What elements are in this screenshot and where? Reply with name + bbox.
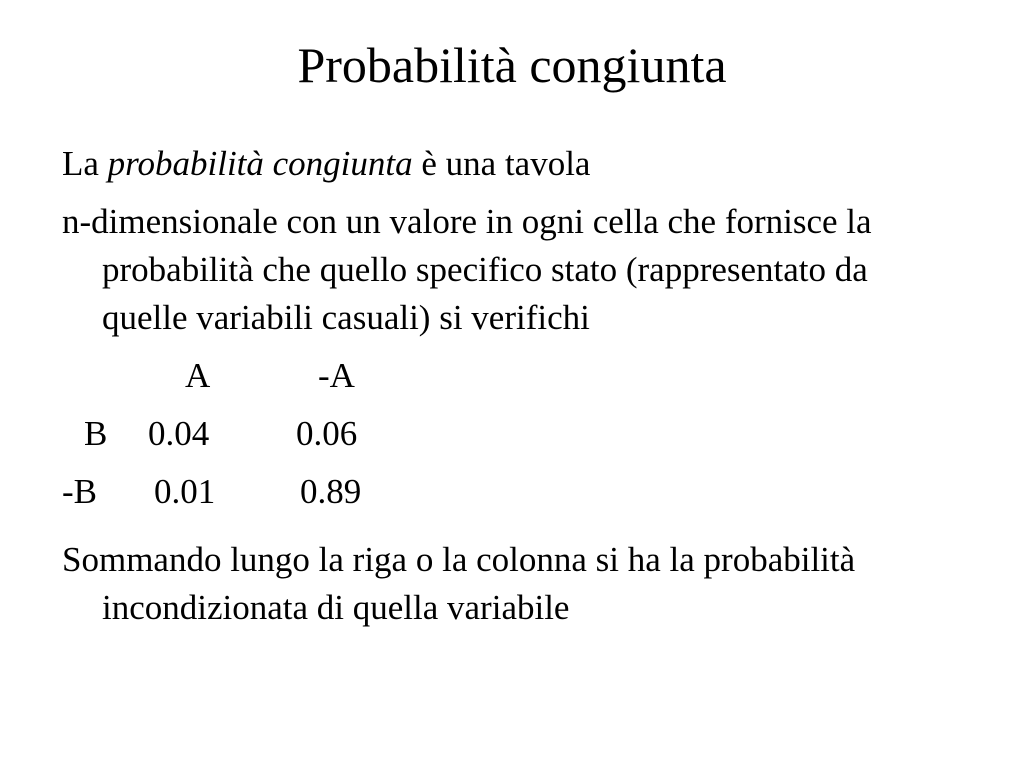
slide-title: Probabilità congiunta: [297, 37, 727, 93]
table-header-not-a: -A: [318, 356, 355, 395]
intro-term: probabilità congiunta: [107, 144, 413, 183]
table-row-label-not-b: -B: [62, 472, 97, 511]
table-header-a: A: [185, 356, 211, 395]
intro-prefix: La: [62, 144, 99, 183]
table-row: [62, 468, 992, 516]
table-cell-b-a: 0.04: [148, 414, 210, 453]
table-cell-not-b-a: 0.01: [154, 472, 216, 511]
summary-paragraph: Sommando lungo la riga o la colonna si ha la probabilità incondizionata di quella variabile: [62, 540, 856, 627]
table-header-row: [62, 352, 992, 400]
table-cell-not-b-not-a: 0.89: [300, 472, 362, 511]
definition-paragraph: n-dimensionale con un valore in ogni cella che fornisce la probabilità che quello specifico stato (rappresentato da quelle variabili casuali) si verifichi: [62, 202, 872, 337]
slide-body: [62, 140, 992, 632]
intro-paragraph: [62, 140, 992, 188]
table-row-label-b: B: [84, 414, 108, 453]
table-cell-b-not-a: 0.06: [296, 414, 358, 453]
intro-suffix: è una tavola: [421, 144, 591, 183]
table-row: [62, 410, 992, 458]
